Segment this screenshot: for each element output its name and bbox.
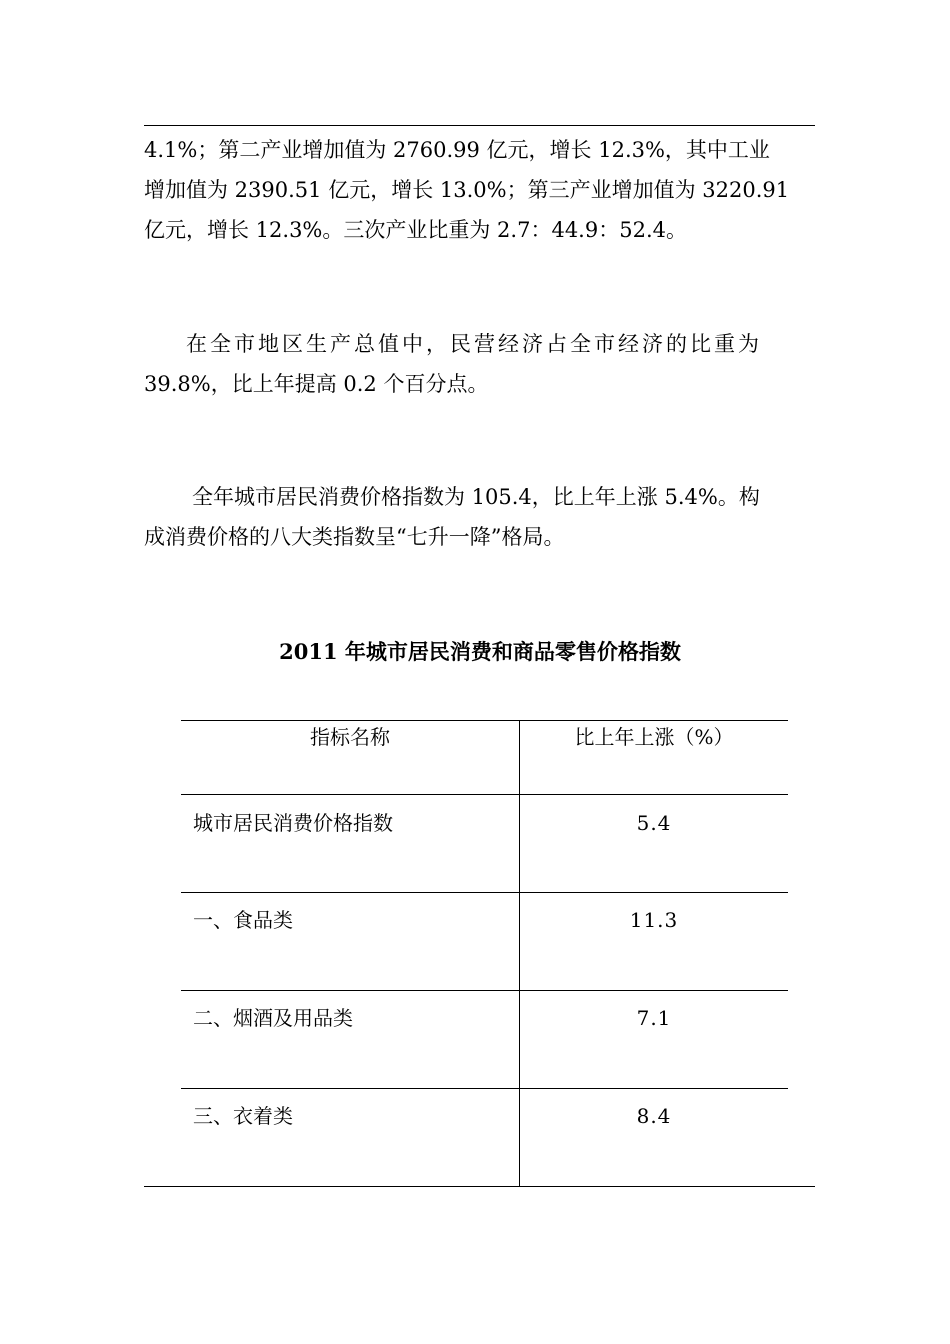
paragraph-line: 全年城市居民消费价格指数为 105.4，比上年上涨 5.4%。构 (192, 485, 760, 509)
paragraph-cpi (144, 477, 816, 557)
paragraph-line: 成消费价格的八大类指数呈“七升一降”格局。 (144, 525, 565, 549)
table-row-name: 一、食品类 (193, 908, 293, 932)
table-row-rule (181, 794, 788, 795)
paragraph-line: 在全市地区生产总值中，民营经济占全市经济的比重为 (186, 332, 762, 356)
paragraph-industry-growth (144, 130, 816, 250)
table-row-name: 三、衣着类 (193, 1104, 293, 1128)
paragraph-line: 增加值为 2390.51 亿元，增长 13.0%；第三产业增加值为 3220.91 (144, 178, 790, 202)
table-row-name: 二、烟酒及用品类 (193, 1006, 353, 1030)
table-row-value: 11.3 (629, 908, 679, 932)
table-row-name: 城市居民消费价格指数 (193, 811, 393, 835)
table-row-value: 8.4 (636, 1104, 672, 1128)
paragraph-line: 4.1%；第二产业增加值为 2760.99 亿元，增长 12.3%，其中工业 (144, 138, 770, 162)
paragraph-line: 亿元，增长 12.3%。三次产业比重为 2.7：44.9：52.4。 (144, 218, 687, 242)
table-row-rule (181, 892, 788, 893)
table-row-value: 7.1 (636, 1006, 672, 1030)
table-header-name: 指标名称 (310, 725, 390, 749)
paragraph-line: 39.8%，比上年提高 0.2 个百分点。 (144, 372, 489, 396)
table-title: 2011 年城市居民消费和商品零售价格指数 (279, 639, 681, 664)
table-top-rule (181, 720, 788, 721)
header-rule (144, 125, 815, 126)
table-row-value: 5.4 (636, 811, 672, 835)
table-bottom-rule (144, 1186, 815, 1187)
table-row-rule (181, 1088, 788, 1089)
table-row-rule (181, 990, 788, 991)
table-header-change: 比上年上涨（%） (574, 725, 734, 749)
paragraph-private-economy (144, 324, 816, 404)
